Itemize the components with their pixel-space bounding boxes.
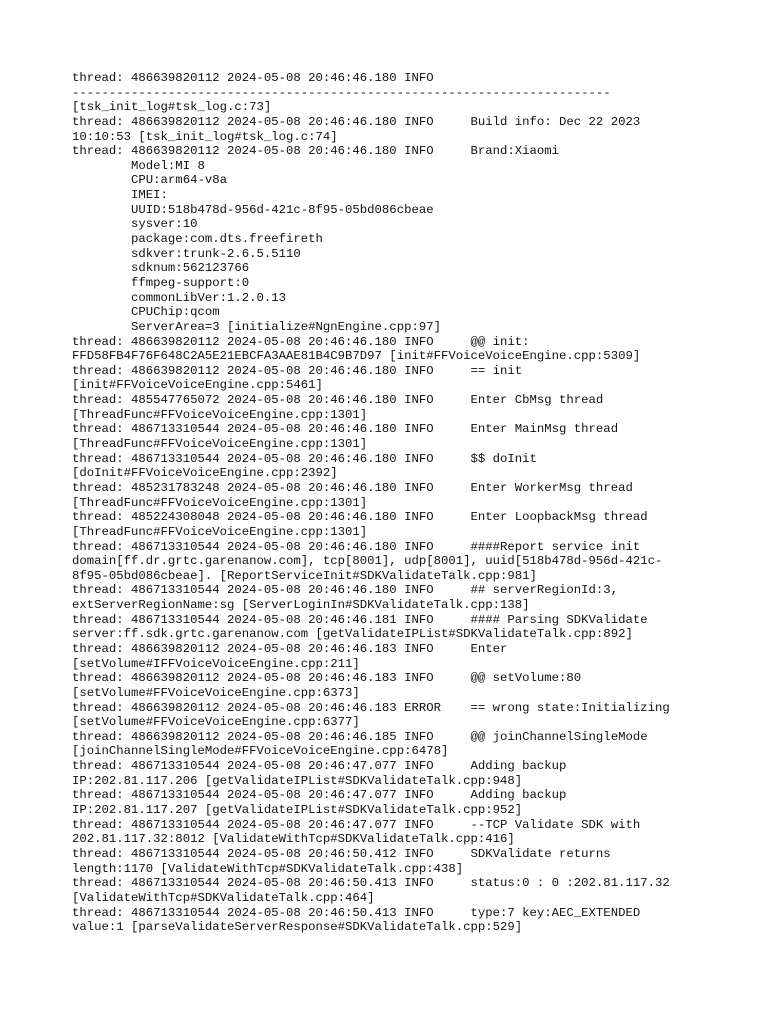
log-line: thread: 486713310544 2024-05-08 20:46:46.180 INFO Enter MainMsg thread: [72, 422, 619, 437]
log-line: thread: 486713310544 2024-05-08 20:46:46.181 INFO #### Parsing SDKValidate: [72, 612, 648, 627]
log-line: CPUChip:qcom: [72, 305, 220, 320]
log-line: thread: 486639820112 2024-05-08 20:46:46.183 INFO Enter: [72, 641, 508, 656]
log-line: thread: 486639820112 2024-05-08 20:46:46.183 ERROR == wrong state:Initializing: [72, 700, 670, 715]
log-line: thread: 486639820112 2024-05-08 20:46:46.180 INFO: [72, 71, 434, 85]
log-line: thread: 486639820112 2024-05-08 20:46:46.180 INFO Brand:Xiaomi: [72, 144, 560, 159]
log-line: thread: 485547765072 2024-05-08 20:46:46.180 INFO Enter CbMsg thread: [72, 393, 604, 408]
log-line: UUID:518b478d-956d-421c-8f95-05bd086cbeae: [72, 202, 434, 217]
log-line: 8f95-05bd086cbeae]. [ReportServiceInit#SDKValidateTalk.cpp:981]: [72, 568, 537, 583]
log-line: Model:MI 8: [72, 158, 205, 173]
log-line: package:com.dts.freefireth: [72, 232, 323, 247]
log-line: ffmpeg-support:0: [72, 275, 250, 290]
log-line: [joinChannelSingleMode#FFVoiceVoiceEngine.cpp:6478]: [72, 744, 449, 759]
log-line: [ThreadFunc#FFVoiceVoiceEngine.cpp:1301]: [72, 437, 368, 452]
log-line: thread: 486639820112 2024-05-08 20:46:46.180 INFO @@ init:: [72, 334, 530, 349]
log-line: thread: 486713310544 2024-05-08 20:46:47.077 INFO Adding backup: [72, 759, 567, 774]
log-line: thread: 485224308048 2024-05-08 20:46:46.180 INFO Enter LoopbackMsg thread: [72, 510, 648, 525]
log-line: thread: 486713310544 2024-05-08 20:46:46.180 INFO ## serverRegionId:3,: [72, 583, 619, 598]
log-line: CPU:arm64-v8a: [72, 173, 227, 188]
log-line: [setVolume#FFVoiceVoiceEngine.cpp:6377]: [72, 715, 360, 730]
log-line: thread: 486639820112 2024-05-08 20:46:46.180 INFO Build info: Dec 22 2023: [72, 114, 641, 129]
log-line: thread: 486639820112 2024-05-08 20:46:46.180 INFO == init: [72, 363, 523, 378]
log-line: thread: 486713310544 2024-05-08 20:46:50.412 INFO SDKValidate returns: [72, 846, 611, 861]
log-line: thread: 485231783248 2024-05-08 20:46:46.180 INFO Enter WorkerMsg thread: [72, 480, 633, 495]
log-line: sdkver:trunk-2.6.5.5110: [72, 246, 301, 261]
log-line: length:1170 [ValidateWithTcp#SDKValidateTalk.cpp:438]: [72, 861, 464, 876]
log-line: [ThreadFunc#FFVoiceVoiceEngine.cpp:1301]: [72, 407, 368, 422]
log-line: ServerArea=3 [initialize#NgnEngine.cpp:97]: [72, 319, 441, 334]
log-line: IMEI:: [72, 188, 168, 203]
log-line: [ValidateWithTcp#SDKValidateTalk.cpp:464]: [72, 890, 375, 905]
log-line: sdknum:562123766: [72, 261, 250, 276]
log-line: [setVolume#IFFVoiceVoiceEngine.cpp:211]: [72, 656, 360, 671]
log-line: sysver:10: [72, 217, 198, 232]
log-line: thread: 486713310544 2024-05-08 20:46:46.180 INFO $$ doInit: [72, 451, 537, 466]
log-line: domain[ff.dr.grtc.garenanow.com], tcp[8001], udp[8001], uuid[518b478d-956d-421c-: [72, 554, 663, 569]
log-line: [setVolume#FFVoiceVoiceEngine.cpp:6373]: [72, 685, 360, 700]
log-line: thread: 486713310544 2024-05-08 20:46:50.413 INFO status:0 : 0 :202.81.117.32: [72, 876, 670, 891]
log-line: server:ff.sdk.grtc.garenanow.com [getValidateIPList#SDKValidateTalk.cpp:892]: [72, 627, 633, 642]
log-line: thread: 486639820112 2024-05-08 20:46:46.183 INFO @@ setVolume:80: [72, 671, 582, 686]
log-line: IP:202.81.117.206 [getValidateIPList#SDKValidateTalk.cpp:948]: [72, 773, 523, 788]
log-line: 202.81.117.32:8012 [ValidateWithTcp#SDKValidateTalk.cpp:416]: [72, 832, 515, 847]
log-line: thread: 486713310544 2024-05-08 20:46:50.413 INFO type:7 key:AEC_EXTENDED: [72, 905, 641, 920]
log-line: thread: 486639820112 2024-05-08 20:46:46.185 INFO @@ joinChannelSingleMode: [72, 729, 648, 744]
log-line: commonLibVer:1.2.0.13: [72, 290, 287, 305]
log-line: thread: 486713310544 2024-05-08 20:46:46.180 INFO ####Report service init: [72, 539, 641, 554]
log-line: -------------------------------------------------------------------------: [72, 85, 611, 100]
log-line: value:1 [parseValidateServerResponse#SDKValidateTalk.cpp:529]: [72, 920, 523, 935]
log-line: [ThreadFunc#FFVoiceVoiceEngine.cpp:1301]: [72, 524, 368, 539]
log-line: [ThreadFunc#FFVoiceVoiceEngine.cpp:1301]: [72, 495, 368, 510]
log-line: [init#FFVoiceVoiceEngine.cpp:5461]: [72, 378, 323, 393]
log-line: FFD58FB4F76F648C2A5E21EBCFA3AAE81B4C9B7D97 [init#FFVoiceVoiceEngine.cpp:5309]: [72, 349, 641, 364]
log-line: 10:10:53 [tsk_init_log#tsk_log.c:74]: [72, 129, 338, 144]
log-line: thread: 486713310544 2024-05-08 20:46:47.077 INFO --TCP Validate SDK with: [72, 817, 641, 832]
log-line: IP:202.81.117.207 [getValidateIPList#SDKValidateTalk.cpp:952]: [72, 803, 523, 818]
log-line: extServerRegionName:sg [ServerLoginIn#SDKValidateTalk.cpp:138]: [72, 598, 530, 613]
log-line: [doInit#FFVoiceVoiceEngine.cpp:2392]: [72, 466, 338, 481]
log-text: [72, 71, 752, 935]
log-line: [tsk_init_log#tsk_log.c:73]: [72, 100, 272, 115]
log-line: thread: 486713310544 2024-05-08 20:46:47.077 INFO Adding backup: [72, 788, 567, 803]
